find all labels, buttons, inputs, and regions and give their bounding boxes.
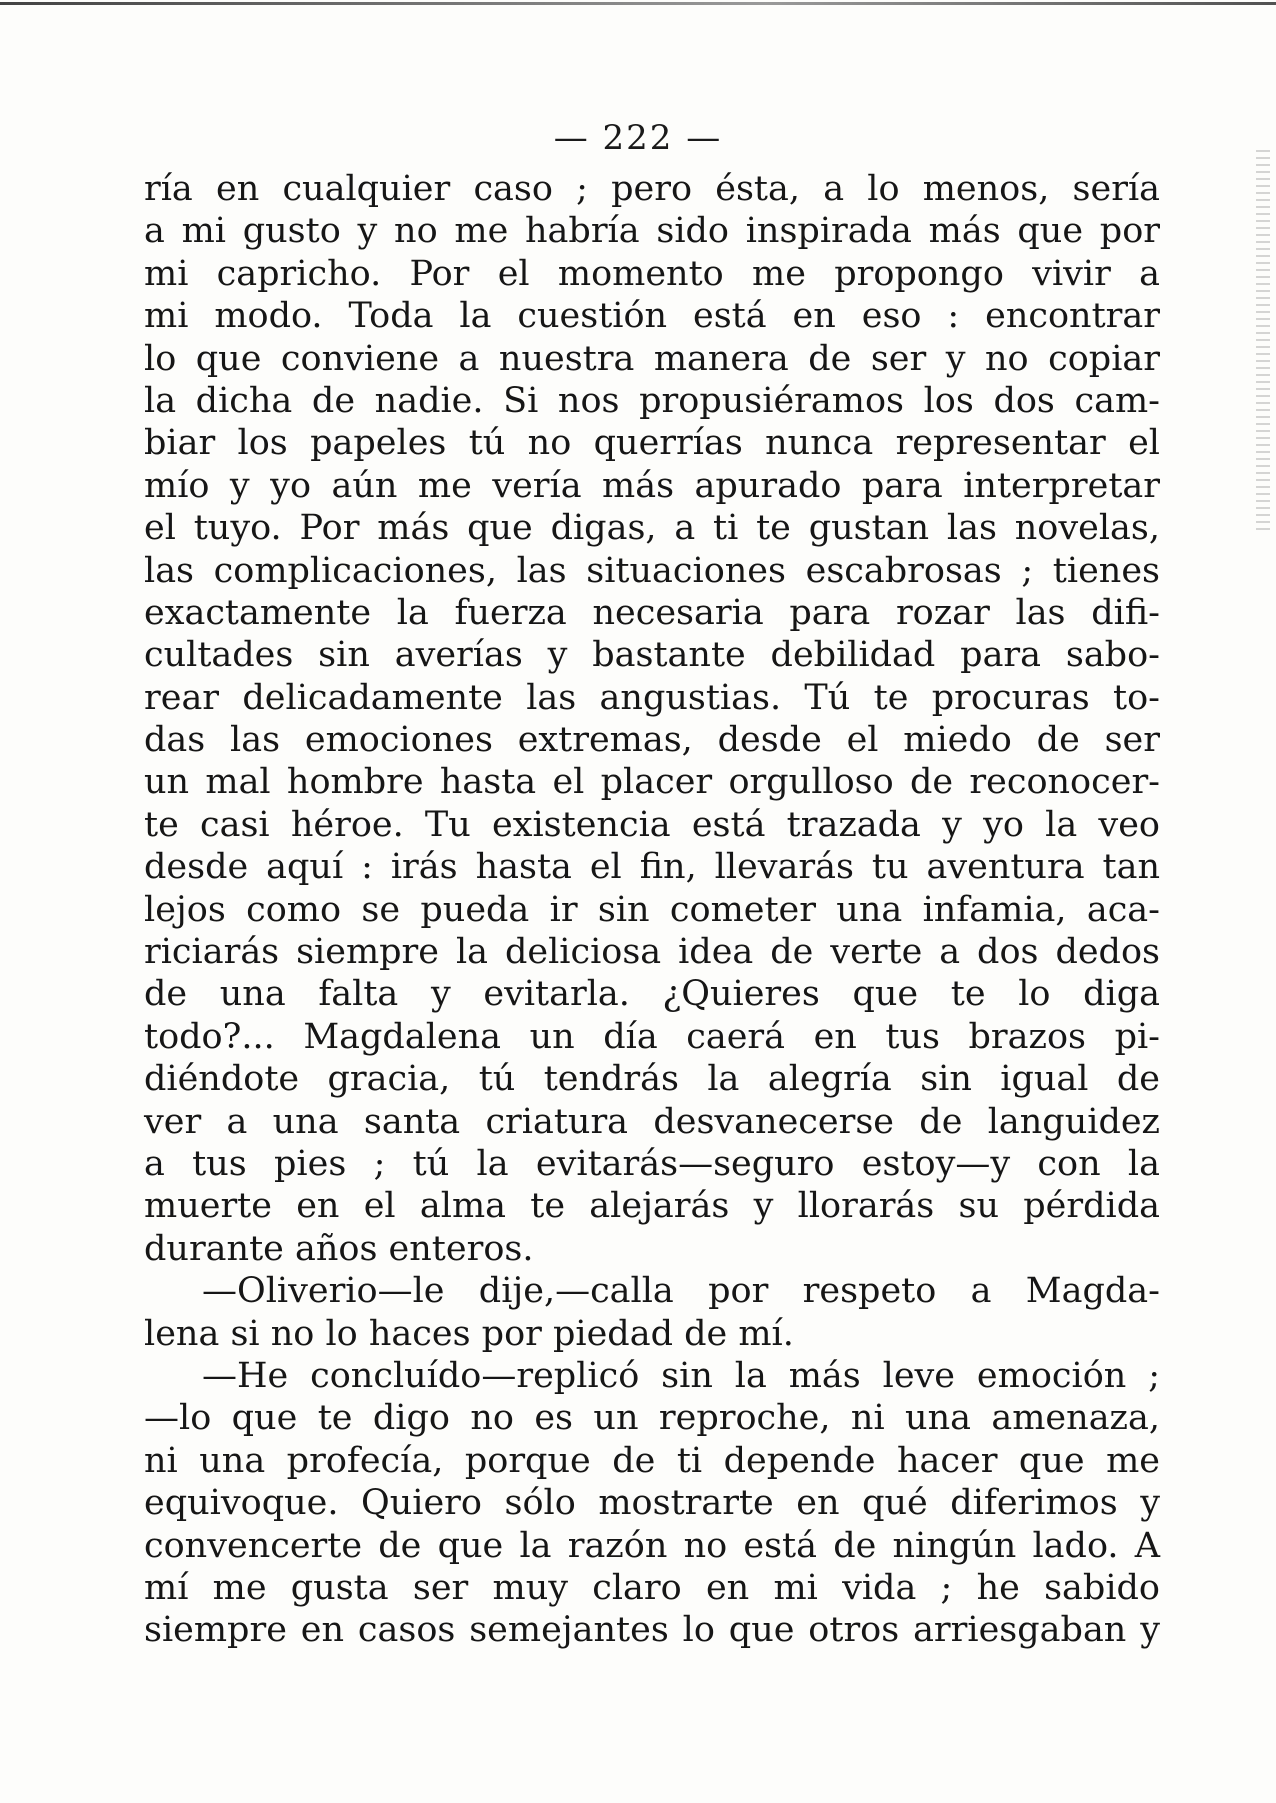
text-line: diéndote gracia, tú tendrás la alegría sin igual de bbox=[144, 1059, 1160, 1100]
text-line: mi modo. Toda la cuestión está en eso : encontrar bbox=[144, 296, 1160, 337]
text-line: a tus pies ; tú la evitarás—seguro estoy—y con la bbox=[144, 1143, 1160, 1184]
body-text bbox=[144, 168, 1160, 1652]
text-line: a mi gusto y no me habría sido inspirada más que por bbox=[144, 211, 1160, 252]
text-line: todo?... Magdalena un día caerá en tus brazos pi- bbox=[144, 1016, 1160, 1057]
text-line: el tuyo. Por más que digas, a ti te gustan las novelas, bbox=[144, 508, 1160, 549]
text-line: siempre en casos semejantes lo que otros arriesgaban y bbox=[144, 1610, 1160, 1651]
text-line: mi capricho. Por el momento me propongo vivir a bbox=[144, 253, 1160, 294]
top-edge-rule bbox=[0, 2, 1276, 5]
text-line: lejos como se pueda ir sin cometer una infamia, aca- bbox=[144, 889, 1160, 930]
text-line: muerte en el alma te alejarás y llorarás su pérdida bbox=[144, 1186, 1160, 1227]
text-line: ni una profecía, porque de ti depende hacer que me bbox=[144, 1440, 1160, 1481]
text-line: rear delicadamente las angustias. Tú te procuras to- bbox=[144, 677, 1160, 718]
text-line: exactamente la fuerza necesaria para rozar las difi- bbox=[144, 592, 1160, 633]
text-line: equivoque. Quiero sólo mostrarte en qué diferimos y bbox=[144, 1483, 1160, 1524]
text-line: te casi héroe. Tu existencia está trazada y yo la veo bbox=[144, 804, 1160, 845]
text-line: las complicaciones, las situaciones escabrosas ; tienes bbox=[144, 550, 1160, 591]
text-line: mí me gusta ser muy claro en mi vida ; he sabido bbox=[144, 1567, 1160, 1608]
paragraph-end-line: durante años enteros. bbox=[144, 1228, 534, 1269]
dialogue-line: —Oliverio—le dije,—calla por respeto a Magda- bbox=[202, 1271, 1160, 1312]
dialogue-line: —He concluído—replicó sin la más leve emoción ; bbox=[202, 1355, 1160, 1396]
text-line: convencerte de que la razón no está de ningún lado. A bbox=[144, 1525, 1160, 1566]
text-line: das las emociones extremas, desde el miedo de ser bbox=[144, 720, 1160, 761]
text-line: ría en cualquier caso ; pero ésta, a lo menos, sería bbox=[144, 169, 1160, 209]
text-line: lo que conviene a nuestra manera de ser y no copiar bbox=[144, 338, 1160, 379]
text-line: cultades sin averías y bastante debilidad para sabo- bbox=[144, 635, 1160, 676]
text-line: desde aquí : irás hasta el fin, llevarás tu aventura tan bbox=[144, 847, 1160, 888]
text-line: un mal hombre hasta el placer orgulloso de reconocer- bbox=[144, 762, 1160, 803]
page-edge-marks bbox=[1256, 150, 1270, 530]
text-line: la dicha de nadie. Si nos propusiéramos los dos cam- bbox=[144, 380, 1160, 421]
paragraph-end-line: lena si no lo haces por piedad de mí. bbox=[144, 1313, 794, 1354]
text-line: biar los papeles tú no querrías nunca representar el bbox=[144, 423, 1160, 464]
text-line: de una falta y evitarla. ¿Quieres que te lo diga bbox=[144, 974, 1160, 1015]
text-line: riciarás siempre la deliciosa idea de verte a dos dedos bbox=[144, 932, 1160, 973]
text-line: ver a una santa criatura desvanecerse de languidez bbox=[144, 1101, 1160, 1142]
text-line: mío y yo aún me vería más apurado para interpretar bbox=[144, 465, 1160, 506]
page-number: — 222 — bbox=[553, 118, 723, 158]
text-line: —lo que te digo no es un reproche, ni una amenaza, bbox=[144, 1398, 1160, 1439]
